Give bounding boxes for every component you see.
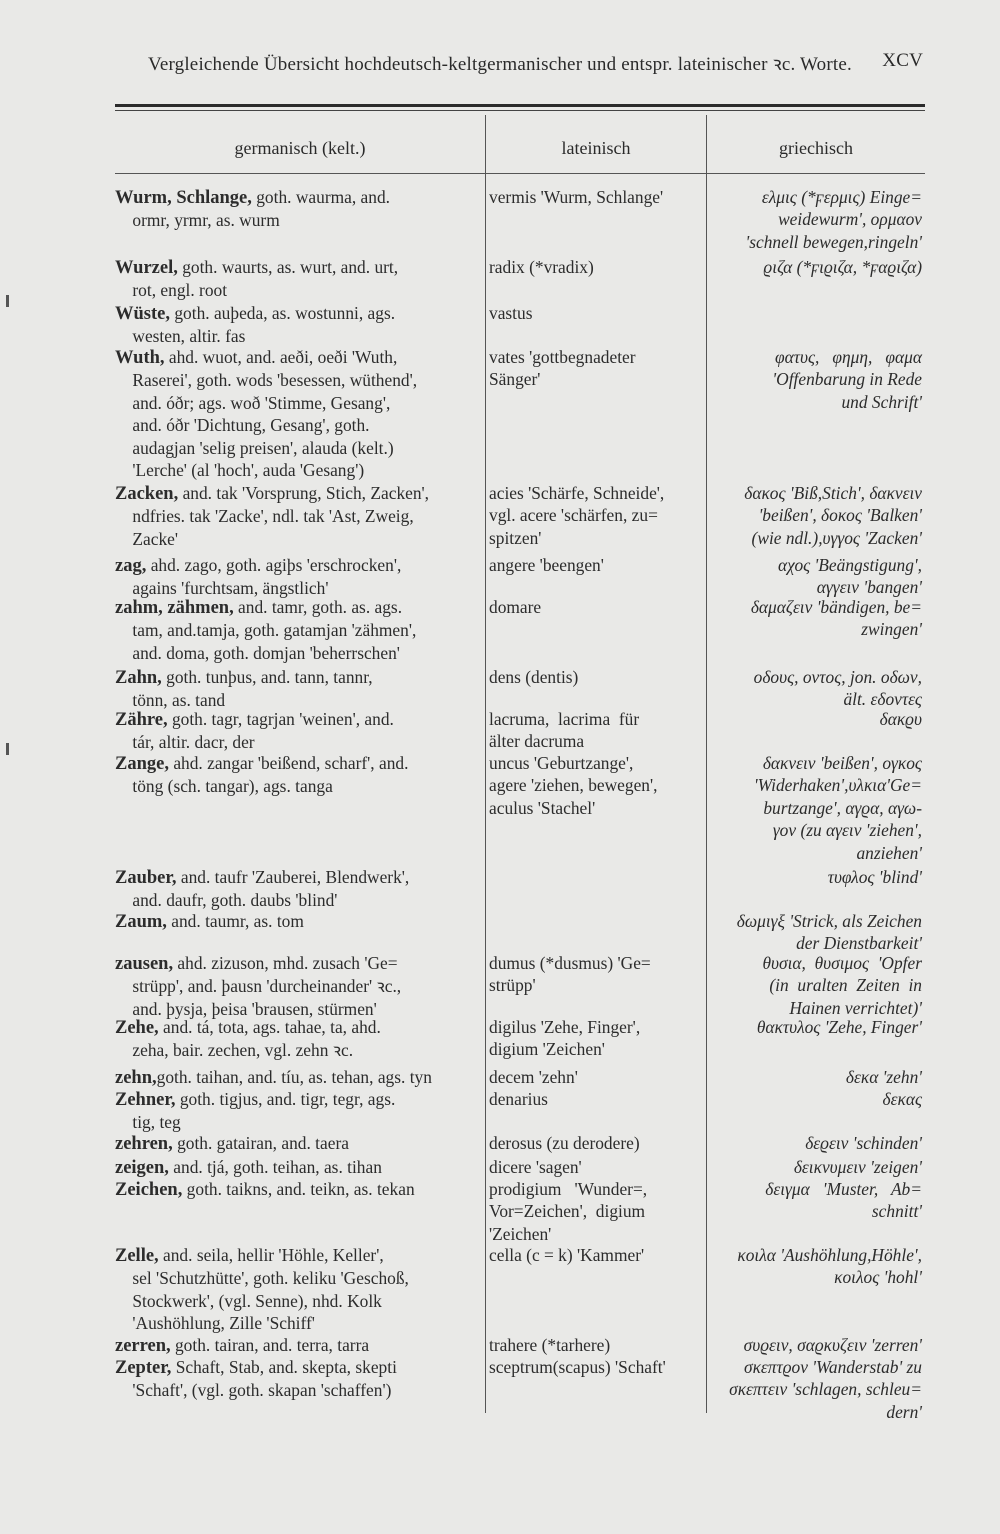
latin-cell-line: acies 'Schärfe, Schneide', — [489, 483, 665, 503]
germanic-cell-line: tár, altir. dacr, der — [115, 732, 255, 753]
greek-cell — [706, 1132, 922, 1154]
greek-cell-line: Hainen verrichtet)' — [789, 997, 922, 1018]
greek-cell-line: dern' — [886, 1401, 922, 1422]
germanic-cell-line: and. doma, goth. domjan 'beherrschen' — [115, 642, 400, 663]
germanic-cell-line: zeha, bair. zechen, vgl. zehn ꝛc. — [115, 1040, 354, 1061]
greek-cell-line: δωμιγξ 'Strick, als Zeichen — [736, 911, 922, 931]
greek-cell — [706, 554, 922, 599]
latin-cell-line: Vor=Zeichen', digium — [489, 1201, 646, 1222]
headword: Zähre, — [115, 710, 168, 730]
latin-cell — [489, 1016, 697, 1061]
latin-cell-line: älter dacruma — [489, 731, 585, 752]
headword: Zacken, — [115, 484, 179, 504]
latin-cell-line: decem 'zehn' — [489, 1067, 578, 1087]
latin-cell-line: cella (c = k) 'Kammer' — [489, 1245, 645, 1265]
latin-cell — [489, 596, 697, 618]
latin-cell-line: radix (*vradix) — [489, 257, 594, 277]
germanic-cell-line: agains 'furchtsam, ängstlich' — [115, 578, 329, 599]
latin-cell — [489, 554, 697, 576]
germanic-cell-line: zahm, zähmen, and. tamr, goth. as. ags. — [115, 597, 403, 618]
headword: zerren, — [115, 1336, 171, 1356]
running-head — [148, 50, 923, 86]
germanic-cell — [115, 1334, 477, 1357]
greek-cell-line: 'Widerhaken',υλκια'Ge= — [753, 775, 922, 796]
greek-cell — [706, 482, 922, 549]
germanic-cell — [115, 1066, 477, 1089]
greek-cell — [706, 666, 922, 711]
latin-cell — [489, 1178, 697, 1245]
germanic-cell — [115, 666, 477, 712]
germanic-cell-line: zausen, ahd. zizuson, mhd. zusach 'Ge= — [115, 953, 398, 974]
germanic-cell-line: Zaum, and. taumr, as. tom — [115, 911, 304, 932]
greek-cell-line: σκεπτϱον 'Wanderstab' zu — [744, 1357, 922, 1377]
latin-cell-line: sceptrum(scapus) 'Schaft' — [489, 1357, 666, 1377]
greek-cell-line: δεϱειν 'schinden' — [805, 1133, 922, 1153]
greek-cell-line: γον (zu αγειν 'ziehen', — [772, 820, 922, 841]
greek-cell-line: αγγειν 'bangen' — [816, 577, 922, 598]
latin-cell — [489, 708, 697, 753]
germanic-cell-line: Zelle, and. seila, hellir 'Höhle, Keller', — [115, 1245, 384, 1266]
latin-cell-line: denarius — [489, 1089, 548, 1109]
headword: Wurzel, — [115, 258, 178, 278]
greek-cell-line: κοιλα 'Aushöhlung,Höhle', — [737, 1245, 922, 1265]
latin-cell — [489, 1356, 697, 1378]
greek-cell-line: δακϱυ — [879, 709, 922, 729]
germanic-cell-line: Zacke' — [115, 528, 178, 549]
greek-cell-line: οδους, οντος, jon. οδων, — [753, 667, 922, 687]
latin-cell — [489, 1334, 697, 1356]
germanic-cell-line: Wuth, ahd. wuot, and. aeði, oeði 'Wuth, — [115, 347, 398, 368]
germanic-cell-line: zeigen, and. tjá, goth. teihan, as. tihan — [115, 1157, 382, 1178]
running-head-title: Vergleichende Übersicht hochdeutsch-keltgermanischer und entspr. lateinischer ꝛc. Worte. — [148, 54, 852, 75]
headword: zausen, — [115, 954, 174, 974]
greek-cell — [706, 256, 922, 278]
greek-cell — [706, 1244, 922, 1289]
germanic-cell — [115, 1156, 477, 1179]
greek-cell — [706, 752, 922, 864]
germanic-cell-line: ormr, yrmr, as. wurm — [115, 210, 280, 231]
greek-cell-line: ελμις (*ϝερμις) Einge= — [761, 187, 922, 207]
greek-cell — [706, 708, 922, 730]
headword: Zauber, — [115, 868, 177, 888]
greek-cell-line: δεκας — [882, 1089, 922, 1109]
germanic-cell-line: rot, engl. root — [115, 280, 228, 301]
germanic-cell-line: zag, ahd. zago, goth. agiþs 'erschrocken', — [115, 555, 402, 576]
germanic-cell — [115, 186, 477, 232]
greek-cell — [706, 1088, 922, 1110]
headword: Wurm, Schlange, — [115, 188, 252, 208]
germanic-cell-line: westen, altir. fas — [115, 326, 246, 347]
germanic-cell-line: Raserei', goth. wods 'besessen, wüthend', — [115, 370, 418, 391]
greek-cell-line: θυσια, θυσιμος 'Opfer — [762, 953, 922, 973]
latin-cell — [489, 1066, 697, 1088]
germanic-cell-line: ndfries. tak 'Zacke', ndl. tak 'Ast, Zweig, — [115, 506, 414, 527]
germanic-cell-line: audagjan 'selig preisen', alauda (kelt.) — [115, 437, 394, 458]
greek-cell — [706, 1016, 922, 1038]
germanic-cell-line: 'Aushöhlung, Zille 'Schiff' — [115, 1313, 315, 1334]
column-header-latin: lateinisch — [561, 138, 631, 158]
greek-cell-line: weidewurm', ορμαον — [778, 209, 922, 230]
page-number: XCV — [882, 50, 923, 71]
latin-cell-line: strüpp' — [489, 975, 536, 996]
latin-cell — [489, 302, 697, 324]
latin-cell-line: angere 'beengen' — [489, 555, 604, 575]
latin-cell — [489, 346, 697, 391]
greek-cell-line: der Dienstbarkeit' — [796, 933, 922, 954]
germanic-cell-line: tönn, as. tand — [115, 690, 226, 711]
germanic-cell-line: tig, teg — [115, 1112, 181, 1133]
germanic-cell — [115, 866, 477, 912]
germanic-cell — [115, 752, 477, 798]
headword: Wuth, — [115, 348, 165, 368]
headword: Zeichen, — [115, 1180, 183, 1200]
greek-cell-line: 'Offenbarung in Rede — [772, 369, 922, 390]
germanic-cell-line: 'Schaft', (vgl. goth. skapan 'schaffen') — [115, 1380, 392, 1401]
greek-cell-line: burtzange', αγϱα, αγω- — [763, 797, 922, 818]
germanic-cell-line: 'Lerche' (al 'hoch', auda 'Gesang') — [115, 460, 365, 481]
greek-cell — [706, 1066, 922, 1088]
germanic-cell — [115, 256, 477, 302]
latin-cell — [489, 666, 697, 688]
germanic-cell — [115, 596, 477, 664]
germanic-cell — [115, 1244, 477, 1335]
germanic-cell-line: Zepter, Schaft, Stab, and. skepta, skepti — [115, 1357, 397, 1378]
germanic-cell — [115, 302, 477, 348]
latin-cell-line: vgl. acere 'schärfen, zu= — [489, 505, 658, 526]
greek-cell-line: φατυς, φημη, φαμα — [774, 347, 922, 367]
latin-cell — [489, 1156, 697, 1178]
headword: Zaum, — [115, 912, 167, 932]
latin-cell — [489, 1088, 697, 1110]
greek-cell-line: schnitt' — [871, 1201, 922, 1222]
headword: Zehner, — [115, 1090, 176, 1110]
germanic-cell-line: strüpp', and. þausn 'durcheinander' ꝛc., — [115, 976, 402, 997]
germanic-cell — [115, 1088, 477, 1134]
headword: zahm, zähmen, — [115, 598, 234, 618]
germanic-cell — [115, 1132, 477, 1155]
column-divider-1 — [485, 115, 486, 1413]
latin-cell-line: digium 'Zeichen' — [489, 1039, 605, 1060]
germanic-cell-line: Zacken, and. tak 'Vorsprung, Stich, Zacken', — [115, 483, 430, 504]
headword: Zelle, — [115, 1246, 159, 1266]
latin-cell — [489, 752, 697, 819]
headword: zeigen, — [115, 1158, 169, 1178]
margin-mark — [6, 295, 9, 307]
latin-cell-line: dicere 'sagen' — [489, 1157, 582, 1177]
germanic-cell-line: Zähre, goth. tagr, tagrjan 'weinen', and. — [115, 709, 394, 730]
germanic-cell-line: and. óðr 'Dichtung, Gesang', goth. — [115, 415, 370, 436]
germanic-cell — [115, 1178, 477, 1201]
headword: zag, — [115, 556, 147, 576]
greek-cell-line: δακνειν 'beißen', ογκος — [762, 753, 922, 773]
greek-cell — [706, 1178, 922, 1223]
latin-cell-line: Sänger' — [489, 369, 541, 390]
germanic-cell-line: zehn,goth. taihan, and. tíu, as. tehan, ags. tyn — [115, 1067, 432, 1088]
greek-cell-line: und Schrift' — [841, 391, 922, 412]
column-header-germanic: germanisch (kelt.) — [234, 138, 366, 158]
germanic-cell — [115, 910, 477, 933]
germanic-cell-line: and. þysja, þeisa 'brausen, stürmen' — [115, 998, 377, 1019]
latin-cell — [489, 482, 697, 549]
greek-cell-line: σκεπτειν 'schlagen, schleu= — [729, 1379, 922, 1400]
greek-cell — [706, 1156, 922, 1178]
greek-cell — [706, 910, 922, 955]
germanic-cell — [115, 346, 477, 481]
latin-cell — [489, 952, 697, 997]
germanic-cell-line: töng (sch. tangar), ags. tanga — [115, 776, 333, 797]
germanic-cell-line: and. daufr, goth. daubs 'blind' — [115, 890, 338, 911]
latin-cell — [489, 1132, 697, 1154]
germanic-cell — [115, 554, 477, 600]
greek-cell-line: (in uralten Zeiten in — [769, 975, 922, 996]
greek-cell — [706, 866, 922, 888]
header-underline — [115, 173, 925, 174]
germanic-cell-line: zerren, goth. tairan, and. terra, tarra — [115, 1335, 370, 1356]
germanic-cell-line: Wurzel, goth. waurts, as. wurt, and. urt, — [115, 257, 399, 278]
greek-cell-line: 'schnell bewegen,ringeln' — [745, 231, 922, 252]
latin-cell-line: aculus 'Stachel' — [489, 797, 596, 818]
latin-cell — [489, 1244, 697, 1266]
column-header-greek: griechisch — [779, 138, 853, 158]
greek-cell-line: δαμαζειν 'bändigen, be= — [750, 597, 922, 617]
greek-cell — [706, 1334, 922, 1356]
latin-cell-line: prodigium 'Wunder=, — [489, 1179, 648, 1199]
header-rule-thick — [115, 104, 925, 107]
latin-cell-line: vastus — [489, 303, 533, 323]
germanic-cell-line: and. óðr; ags. woð 'Stimme, Gesang', — [115, 392, 391, 413]
greek-cell — [706, 346, 922, 413]
latin-cell-line: spitzen' — [489, 527, 542, 548]
greek-cell-line: θακτυλος 'Zehe, Finger' — [756, 1017, 922, 1037]
headword: Zahn, — [115, 668, 162, 688]
greek-cell-line: δειγμα 'Muster, Ab= — [765, 1179, 922, 1199]
greek-cell-line: 'beißen', δοκος 'Balken' — [758, 505, 922, 526]
germanic-cell — [115, 708, 477, 754]
latin-cell — [489, 186, 697, 208]
greek-cell — [706, 952, 922, 1019]
germanic-cell-line: Stockwerk', (vgl. Senne), nhd. Kolk — [115, 1290, 382, 1311]
latin-cell — [489, 256, 697, 278]
greek-cell-line: κοιλος 'hohl' — [834, 1267, 922, 1288]
greek-cell-line: ϱιζα (*ϝιϱιζα, *ϝαϱιζα) — [763, 257, 922, 277]
latin-cell-line: derosus (zu derodere) — [489, 1133, 640, 1153]
germanic-cell-line: Wurm, Schlange, goth. waurma, and. — [115, 187, 391, 208]
germanic-cell-line: tam, and.tamja, goth. gatamjan 'zähmen', — [115, 620, 417, 641]
latin-cell-line: dumus (*dusmus) 'Ge= — [489, 953, 651, 973]
greek-cell-line: ält. εδοντες — [843, 689, 922, 710]
greek-cell-line: δακος 'Biß,Stich', δακνειν — [744, 483, 922, 503]
germanic-cell-line: Zange, ahd. zangar 'beißend, scharf', and. — [115, 753, 409, 774]
greek-cell — [706, 186, 922, 253]
latin-cell-line: dens (dentis) — [489, 667, 579, 687]
latin-cell-line: domare — [489, 597, 542, 617]
germanic-cell — [115, 1356, 477, 1402]
headword: zehren, — [115, 1134, 173, 1154]
headword: Wüste, — [115, 304, 170, 324]
greek-cell-line: δεκα 'zehn' — [845, 1067, 922, 1087]
greek-cell-line: δεικνυμειν 'zeigen' — [793, 1157, 922, 1177]
greek-cell-line: τυφλος 'blind' — [827, 867, 922, 887]
germanic-cell — [115, 952, 477, 1020]
greek-cell-line: συϱειν, σαϱκυζειν 'zerren' — [743, 1335, 922, 1355]
headword: Zepter, — [115, 1358, 172, 1378]
greek-cell — [706, 1356, 922, 1423]
latin-cell-line: digilus 'Zehe, Finger', — [489, 1017, 641, 1037]
header-rule-thin — [115, 110, 925, 111]
greek-cell-line: anziehen' — [856, 842, 922, 863]
greek-cell — [706, 596, 922, 641]
germanic-cell — [115, 1016, 477, 1062]
headword: Zehe, — [115, 1018, 159, 1038]
germanic-cell-line: sel 'Schutzhütte', goth. keliku 'Geschoß, — [115, 1268, 409, 1289]
greek-cell-line: αχος 'Beängstigung', — [778, 555, 922, 575]
germanic-cell-line: Zehe, and. tá, tota, ags. tahae, ta, ahd. — [115, 1017, 381, 1038]
latin-cell-line: vates 'gottbegnadeter — [489, 347, 636, 367]
latin-cell-line: trahere (*tarhere) — [489, 1335, 611, 1355]
germanic-cell-line: zehren, goth. gatairan, and. taera — [115, 1133, 349, 1154]
germanic-cell-line: Zauber, and. taufr 'Zauberei, Blendwerk', — [115, 867, 410, 888]
headword: Zange, — [115, 754, 169, 774]
latin-cell-line: agere 'ziehen, bewegen', — [489, 775, 658, 796]
germanic-cell-line: Zeichen, goth. taikns, and. teikn, as. tekan — [115, 1179, 415, 1200]
germanic-cell-line: Wüste, goth. auþeda, as. wostunni, ags. — [115, 303, 396, 324]
germanic-cell-line: Zahn, goth. tunþus, and. tann, tannr, — [115, 667, 373, 688]
latin-cell-line: vermis 'Wurm, Schlange' — [489, 187, 664, 207]
margin-mark — [6, 743, 9, 755]
greek-cell-line: (wie ndl.),υγγος 'Zacken' — [751, 527, 922, 548]
latin-cell-line: lacruma, lacrima für — [489, 709, 640, 729]
germanic-cell-line: Zehner, goth. tigjus, and. tigr, tegr, ags. — [115, 1089, 396, 1110]
greek-cell-line: zwingen' — [861, 619, 922, 640]
headword: zehn, — [115, 1068, 157, 1088]
germanic-cell — [115, 482, 477, 550]
latin-cell-line: 'Zeichen' — [489, 1223, 552, 1244]
latin-cell-line: uncus 'Geburtzange', — [489, 753, 634, 773]
